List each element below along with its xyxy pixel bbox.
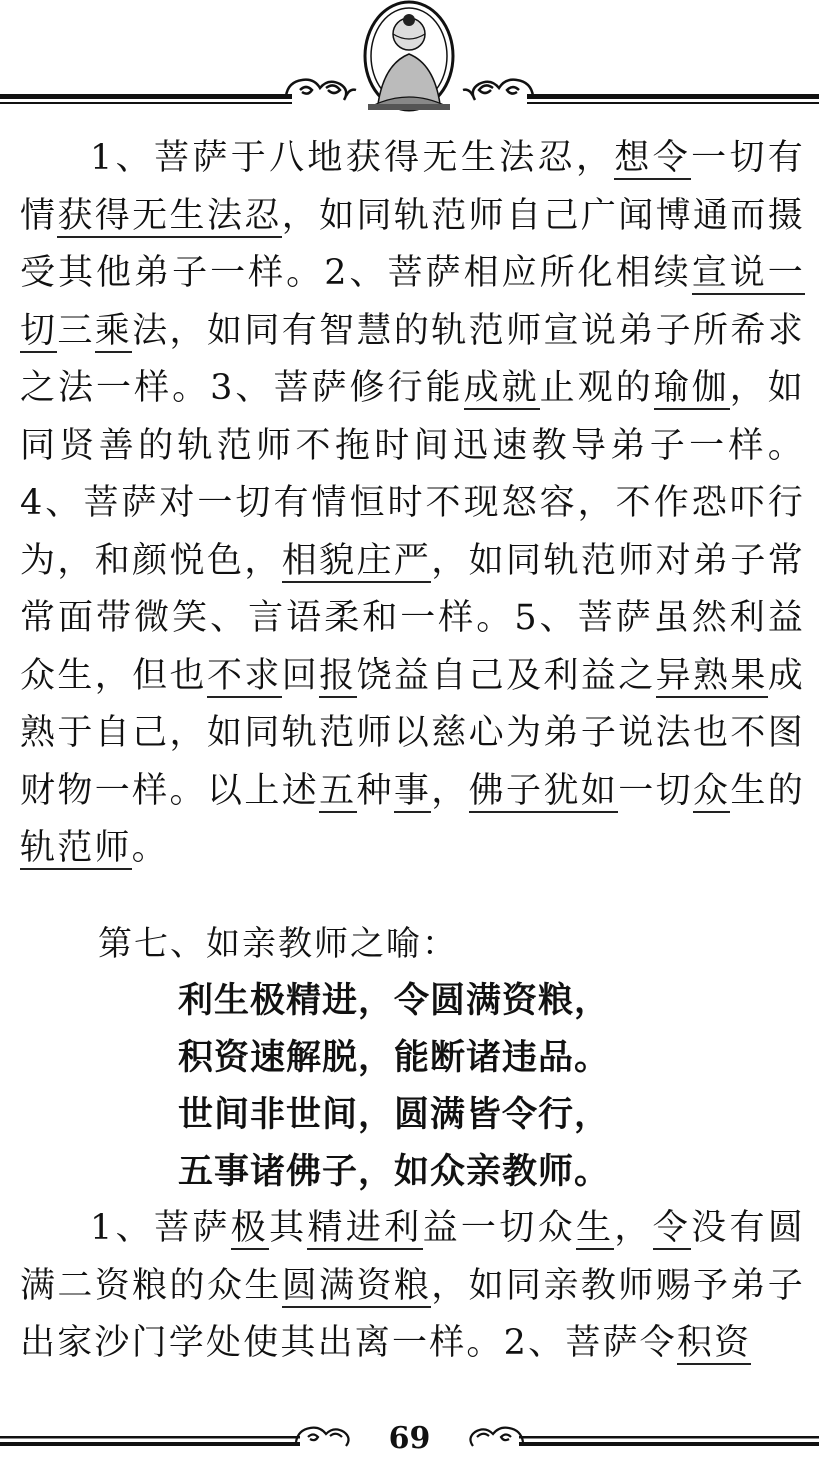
underlined-term: 五: [319, 770, 357, 811]
underlined-term: 积资: [676, 1323, 752, 1363]
underlined-term: 圆满资粮: [281, 1265, 432, 1306]
header-rule-right: [527, 94, 819, 104]
underlined-term: 异熟果: [655, 655, 768, 696]
text-run: ，如同轨范师自己广闻博通而摄受其他弟子一样。2、菩萨相应所化相续: [20, 195, 805, 293]
body-paragraph-2: [20, 1200, 805, 1373]
verse-line: 世间非世间，圆满皆令行，: [178, 1095, 611, 1135]
text-run: 种: [356, 770, 394, 811]
text-run: 止观的: [539, 368, 654, 408]
paragraph-text: [20, 1200, 805, 1373]
text-run: 成熟于自己，如同轨范师以慈心为弟子说法也不图财物一样。以上述: [20, 655, 805, 811]
underlined-term: 极: [230, 1208, 270, 1248]
text-run: ，如同轨范师对弟子常常面带微笑、言语柔和一样。5、菩萨虽然利益众生，但也: [20, 540, 805, 696]
text-run: ，: [431, 770, 469, 811]
cloud-scroll-left-icon: [286, 80, 356, 100]
verse-line: 利生极精进，令圆满资粮，: [178, 981, 611, 1021]
underlined-term: 令: [652, 1208, 692, 1248]
text-run: 益一切众: [422, 1208, 577, 1248]
underlined-term: 生: [576, 1208, 615, 1248]
text-run: 一切有情: [20, 138, 806, 236]
underlined-term: 事: [393, 770, 432, 811]
text-run: ，如同亲教师赐予弟子出家沙门学处使其出离一样。2、菩萨令: [20, 1265, 805, 1363]
underlined-term: 报: [319, 655, 357, 696]
paragraph-text: [20, 130, 805, 878]
text-run: 1、菩萨: [90, 1208, 231, 1248]
text-run: 没有圆满二资粮的众生: [20, 1208, 806, 1306]
text-run: 饶益自己及利益之: [356, 655, 656, 696]
text-run: ，: [614, 1208, 653, 1248]
verse-line: 积资速解脱，能断诸违品。: [178, 1038, 611, 1078]
body-paragraph-1: [20, 130, 805, 878]
page-number: 69: [388, 1421, 431, 1456]
text-run: 回: [281, 655, 320, 696]
underlined-term: 精进利: [307, 1208, 423, 1248]
underlined-term: 不求: [206, 655, 282, 696]
underlined-term: 众: [693, 770, 731, 811]
underlined-term: 想令: [614, 138, 692, 178]
underlined-term: 获得无生法忍: [57, 195, 282, 236]
text-run: 三: [57, 310, 95, 351]
text-run: 其: [269, 1208, 308, 1248]
underlined-term: 成就: [463, 368, 540, 408]
buddha-medallion-icon: [365, 2, 453, 110]
underlined-term: 轨范师: [20, 828, 132, 868]
verse-line: 五事诸佛子，如众亲教师。: [178, 1152, 611, 1192]
text-run: 。: [131, 828, 169, 868]
text-run: 法，如同有智慧的轨范师宣说弟子所希求之法一样。3、菩萨修行能: [20, 310, 805, 408]
text-run: 生的: [730, 770, 805, 811]
page-header-ornament: [0, 0, 819, 120]
text-run: 1、菩萨于八地获得无生法忍，: [90, 138, 615, 178]
underlined-term: 乘: [94, 310, 133, 351]
text-run: ，如同贤善的轨范师不拖时间迅速教导弟子一样。4、菩萨对一切有情恒时不现怒容，不作恐吓行为，和颜悦色，: [20, 368, 806, 581]
underlined-term: 相貌庄严: [281, 540, 432, 581]
text-run: 一切: [618, 770, 694, 811]
underlined-term: 佛子犹如: [468, 770, 619, 811]
section-title: 第七、如亲教师之喻：: [98, 924, 458, 964]
underlined-term: 瑜伽: [653, 368, 730, 408]
cloud-scroll-right-icon: [463, 80, 533, 100]
header-rule-left: [0, 94, 292, 104]
underlined-term: 宣说一切: [20, 253, 805, 351]
verse-block: [178, 973, 610, 1201]
